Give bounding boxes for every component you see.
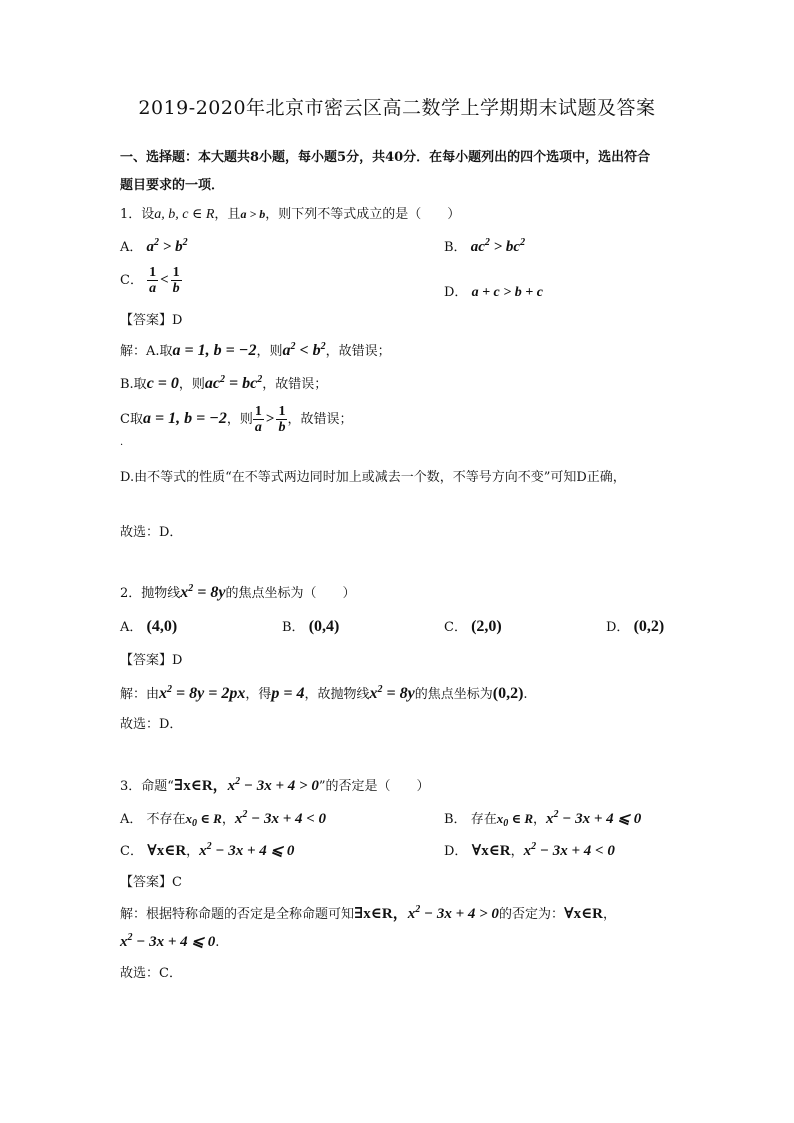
q1-choose: 故选：D． — [120, 525, 183, 540]
math: $x^2 - 3x + 4 < 0$ — [523, 841, 615, 859]
text: 存在 — [470, 812, 497, 827]
option-label: C． — [120, 844, 143, 859]
q1-stem-text3: ，则下列不等式成立的是（ ） — [265, 207, 461, 222]
q1-stem-vars: a, b, c ∈ R — [154, 207, 215, 222]
q1-option-b-math: $ac^2 > bc^2$ — [470, 237, 526, 255]
q1-solution-b — [120, 373, 327, 393]
q2-option-d — [606, 616, 664, 636]
q1-solution-c — [120, 404, 352, 435]
text: . — [523, 687, 528, 702]
q1-solution-a — [120, 340, 391, 360]
text: C取 — [120, 412, 143, 427]
text: ，得 — [245, 687, 272, 702]
stray-dot: · — [120, 440, 124, 451]
q1-option-a — [120, 236, 188, 256]
text: ， — [533, 812, 547, 827]
q2-stem — [120, 582, 356, 602]
text: 解：根据特称命题的否定是全称命题可知 — [120, 907, 355, 922]
math: a = 1, b = −2 — [172, 342, 257, 359]
math: c = 0 — [146, 375, 179, 392]
q1-stem-text2: ，且 — [214, 207, 241, 222]
q2-option-b — [282, 616, 339, 636]
option-label: A． — [120, 240, 143, 255]
op: > — [265, 411, 275, 427]
section-heading-line1: 一、选择题：本大题共8小题，每小题5分，共40分．在每小题列出的四个选项中，选出符合 — [120, 150, 651, 165]
math: $x^2 = 8y = 2px$ — [159, 684, 246, 702]
text: 不存在 — [146, 812, 186, 827]
q3-solution-line2 — [120, 932, 219, 951]
math: ∀x∈R — [563, 906, 604, 922]
text: ， — [221, 812, 235, 827]
q1-option-d-math: a + c > b + c — [471, 285, 543, 300]
q3-answer: 【答案】C — [120, 875, 182, 890]
section-heading-line2: 题目要求的一项． — [120, 178, 225, 193]
text: ”的否定是（ ） — [318, 779, 430, 794]
q3-solution — [120, 902, 616, 923]
frac: $\frac{1}{b}$ — [278, 404, 286, 435]
text: ， — [510, 844, 524, 859]
option-label: A． — [120, 620, 143, 635]
q1-option-a-math: $a^2 > b^2$ — [146, 237, 188, 255]
q2-option-a — [120, 616, 177, 636]
frac: $\frac{1}{a}$ — [254, 404, 262, 435]
text: 的焦点坐标为（ ） — [225, 586, 356, 601]
math: (0,2) — [492, 685, 524, 702]
q1-option-d — [444, 281, 543, 301]
math: $x^2 - 3x + 4 > 0$ — [407, 904, 499, 922]
option-label: B． — [444, 240, 467, 255]
q2-option-d-math: (0,2) — [633, 618, 665, 635]
q1-stem-cond: a > b — [240, 207, 266, 221]
q1-stem — [120, 203, 460, 223]
q1-solution-d: D.由不等式的性质“在不等式两边同时加上或减去一个数，不等号方向不变”可知D正确， — [120, 470, 626, 485]
page-title: 2019-2020年北京市密云区高二数学上学期期末试题及答案 — [138, 97, 656, 119]
math: $x^2 = 8y$ — [369, 684, 415, 702]
option-label: D． — [444, 285, 468, 300]
math: $x^2 - 3x + 4 < 0$ — [234, 809, 327, 827]
text: ，故错误； — [325, 344, 391, 359]
q2-solution — [120, 683, 528, 703]
text: B.取 — [120, 377, 147, 392]
math: $x_0$ ∈ R — [496, 811, 534, 829]
math: $ac^2 = bc^2$ — [204, 374, 263, 392]
q2-choose: 故选：D． — [120, 717, 183, 732]
q3-option-c — [120, 840, 294, 860]
math: $x_0$ ∈ R — [185, 811, 222, 829]
math: $x^2 - 3x + 4$ ⩽ 0 — [546, 809, 642, 827]
text: 解：A.取 — [120, 344, 173, 359]
q1-stem-text: 1．设 — [120, 207, 155, 222]
q3-choose: 故选：C． — [120, 966, 182, 981]
text: ，则 — [256, 344, 283, 359]
text: ，故错误； — [262, 377, 328, 392]
text: ， — [603, 907, 617, 922]
text: ，则 — [178, 377, 205, 392]
math: $x^2 = 8y$ — [180, 583, 226, 601]
text: ，故错误； — [287, 412, 353, 427]
math: $a^2 < b^2$ — [282, 341, 326, 359]
math: p = 4 — [271, 685, 305, 702]
q1-option-c-frac2: $\frac{1}{b}$ — [172, 265, 180, 296]
q2-option-b-math: (0,4) — [308, 618, 340, 635]
q1-answer: 【答案】D — [120, 313, 183, 328]
math: $x^2 - 3x + 4 > 0$ — [227, 776, 319, 794]
text: 解：由 — [120, 687, 160, 702]
q3-option-b — [444, 808, 641, 829]
q1-option-c-frac1: $\frac{1}{a}$ — [149, 265, 157, 296]
text: 3．命题“ — [120, 779, 174, 794]
option-label: B． — [282, 620, 305, 635]
math: ∃x∈R， — [173, 778, 228, 794]
math: ∃x∈R， — [354, 906, 408, 922]
q3-option-a — [120, 808, 326, 829]
q2-option-c-math: (2,0) — [471, 618, 502, 635]
q2-option-a-math: (4,0) — [146, 618, 178, 635]
math: a = 1, b = −2 — [142, 410, 227, 427]
q2-answer: 【答案】D — [120, 653, 183, 668]
q3-stem — [120, 774, 430, 795]
math: ∀x∈R — [471, 843, 511, 859]
text: ， — [186, 844, 200, 859]
option-label: C． — [444, 620, 467, 635]
math: ∀x∈R — [147, 843, 187, 859]
text: ，则 — [226, 412, 253, 427]
option-label: A． — [120, 812, 143, 827]
text: ，故抛物线 — [304, 687, 370, 702]
q1-option-b — [444, 236, 525, 256]
text: 的否定为： — [498, 907, 564, 922]
option-label: D． — [444, 844, 468, 859]
q1-option-c-op: < — [160, 272, 169, 288]
option-label: B． — [444, 812, 467, 827]
q1-option-c — [120, 265, 182, 296]
math: $x^2 - 3x + 4$ ⩽ 0 — [199, 841, 295, 859]
option-label: D． — [606, 620, 630, 635]
text: 2．抛物线 — [120, 586, 181, 601]
text: . — [215, 935, 220, 950]
text: 的焦点坐标为 — [414, 687, 493, 702]
q3-option-d — [444, 840, 615, 860]
option-label: C． — [120, 273, 143, 288]
q2-option-c — [444, 616, 502, 636]
math: $x^2 - 3x + 4$ ⩽ 0 — [120, 932, 216, 950]
